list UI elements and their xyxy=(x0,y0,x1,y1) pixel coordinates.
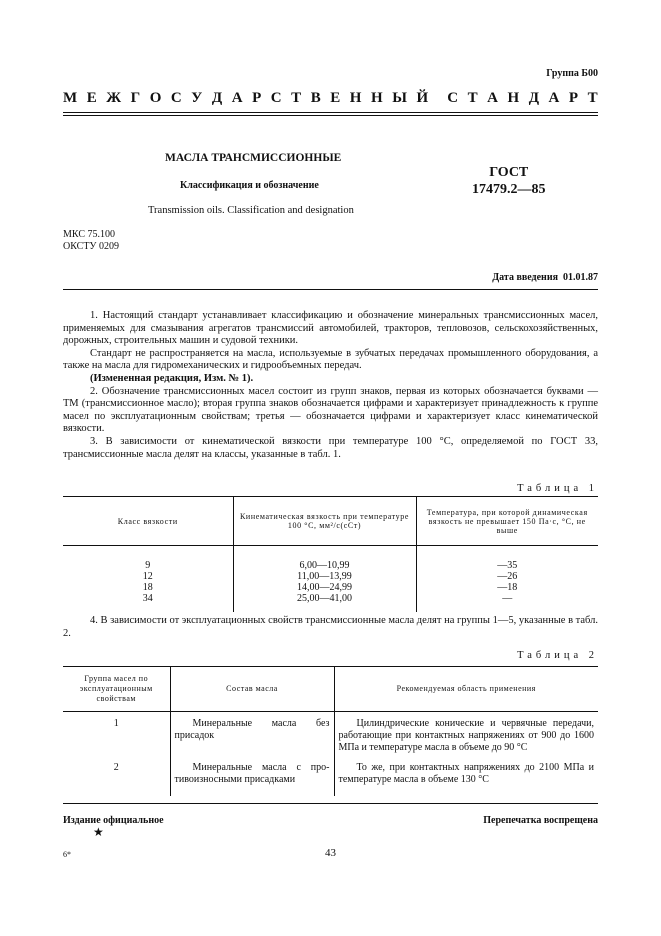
table-cell: 12 xyxy=(142,570,153,582)
page-number: 43 xyxy=(325,847,336,859)
performance-group-table xyxy=(63,666,598,796)
banner-letter: Т xyxy=(467,90,478,106)
spacer-cell xyxy=(170,786,334,796)
banner-letter: Н xyxy=(349,90,362,106)
banner-letter: Д xyxy=(211,90,223,106)
effective-date-label: Дата введения xyxy=(492,272,558,283)
header-double-rule xyxy=(63,112,598,116)
body-text xyxy=(63,310,598,461)
mks-code: МКС 75.100 xyxy=(63,229,115,240)
paragraph-3: 2. Обозначение трансмиссионных масел состоит из групп знаков, первая из которых обозначается буквами — ТМ (трансмиссионное масло); вторая группа знаков обозначается цифрами и характеризует принадлежность к группе масел по эксплуатационным свойствам; третья — обозначается цифрами и характеризует класс кинематической вязкости. xyxy=(63,385,598,435)
paragraph-4: 3. В зависимости от кинематической вязкости при температуре 100 °С, определяемой по ГОСТ 33, трансмиссионные масла делят на классы, указанные в табл. 1. xyxy=(63,435,598,460)
banner-letter: У xyxy=(191,90,203,106)
spacer-cell xyxy=(233,604,416,612)
viscosity-class-table xyxy=(63,496,598,612)
table-cell: 11,00—13,99 xyxy=(233,571,416,582)
table-cell: —18 xyxy=(416,582,598,593)
banner-letter: Р xyxy=(252,90,262,106)
banner-letter: Ы xyxy=(392,90,407,106)
table-cell: 34 xyxy=(142,592,153,604)
paragraph-5: 4. В зависимости от эксплуатационных свойств трансмиссионные масла делят на группы 1—5, указанные в табл. 2. xyxy=(63,615,598,639)
banner-letter: Н xyxy=(507,90,520,106)
banner-letter: А xyxy=(487,90,498,106)
gost-number xyxy=(472,164,546,198)
table-cell: —35 xyxy=(416,560,598,571)
classification-codes xyxy=(63,229,119,253)
banner-letter: Ж xyxy=(106,90,122,106)
spacer-cell xyxy=(63,604,233,612)
banner-letter: Н xyxy=(370,90,383,106)
table1-caption: Таблица 1 xyxy=(517,483,598,494)
banner-letter: Е xyxy=(330,90,341,106)
table-cell: 9 xyxy=(145,559,151,571)
document-title: МАСЛА ТРАНСМИССИОННЫЕ xyxy=(165,152,342,164)
gost-label: ГОСТ xyxy=(489,165,529,180)
effective-date-value: 01.01.87 xyxy=(563,272,598,283)
table-cell: 6,00—10,99 xyxy=(233,560,416,571)
table-cell: Минеральные масла без присадок xyxy=(170,718,334,762)
table2-caption: Таблица 2 xyxy=(517,650,598,661)
table-cell: 2 xyxy=(113,761,119,773)
table-cell: То же, при контактных напряжениях до 2100 МПа и температуре масла в объеме 130 °С xyxy=(334,762,598,786)
table-cell: Минеральные масла с противоизносными присадками xyxy=(170,762,334,786)
banner-letter: Е xyxy=(86,90,97,106)
column-header: Группа масел по эксплуатационным свойствам xyxy=(63,667,170,712)
banner-letter: Т xyxy=(587,90,598,106)
table-row xyxy=(63,718,598,762)
banner-letter: Д xyxy=(528,90,540,106)
banner-letter: Т xyxy=(291,90,302,106)
banner-letter: В xyxy=(310,90,321,106)
gost-code: 17479.2—85 xyxy=(472,182,546,197)
spacer-cell xyxy=(63,786,170,796)
table-cell: — xyxy=(416,593,598,604)
banner-letter: Р xyxy=(568,90,579,106)
banner-letter: Й xyxy=(416,90,429,106)
table-row xyxy=(63,582,598,593)
column-header: Температура, при которой динамическая вязкость не превышает 150 Па·с, °С, не выше xyxy=(416,497,598,546)
table-row xyxy=(63,571,598,582)
date-rule xyxy=(63,289,598,290)
table-cell: 14,00—24,99 xyxy=(233,582,416,593)
banner-letter: М xyxy=(63,90,78,106)
spacer-cell xyxy=(416,546,598,560)
reprint-prohibited-label: Перепечатка воспрещена xyxy=(483,815,598,826)
banner-letter: А xyxy=(231,90,243,106)
banner-letter: О xyxy=(149,90,162,106)
spacer-cell xyxy=(334,786,598,796)
table-cell: 1 xyxy=(113,717,119,729)
table-header-row xyxy=(63,667,598,712)
effective-date xyxy=(492,272,598,283)
table-cell: —26 xyxy=(416,571,598,582)
column-header: Рекомендуемая область применения xyxy=(334,667,598,712)
okstu-code: ОКСТУ 0209 xyxy=(63,241,120,252)
paragraph-1: 1. Настоящий стандарт устанавливает классификацию и обозначение минеральных трансмиссионных масел, применяемых для смазывания агрегатов трансмиссий автомобилей, тракторов, тепловозов, сельскохозяйственных, дорожных, строительных машин и судовой техники. xyxy=(63,310,598,347)
spacer-cell xyxy=(416,604,598,612)
standard-banner xyxy=(63,90,598,107)
footer-rule xyxy=(63,803,598,804)
amendment-note: (Измененная редакция, Изм. № 1). xyxy=(90,372,254,384)
column-header: Класс вязкости xyxy=(63,497,233,546)
banner-letter: С xyxy=(270,90,282,106)
spacer-cell xyxy=(63,546,233,560)
column-header: Кинематическая вязкость при температуре 100 °С, мм²/с(сСт) xyxy=(233,497,416,546)
column-header: Состав масла xyxy=(170,667,334,712)
spacer-cell xyxy=(233,546,416,560)
table-header-row xyxy=(63,497,598,546)
table-row xyxy=(63,762,598,786)
table-row xyxy=(63,593,598,604)
paragraph-2: Стандарт не распространяется на масла, используемые в зубчатых передачах промышленного оборудования, а также на масла для гидромеханических и гидрообъемных передач. xyxy=(63,347,598,372)
group-code: Группа Б00 xyxy=(546,68,598,79)
banner-letter: С xyxy=(170,90,182,106)
sheet-mark: 6* xyxy=(63,850,71,859)
table-cell: 25,00—41,00 xyxy=(233,593,416,604)
table-cell: 18 xyxy=(142,581,153,593)
banner-letter: С xyxy=(447,90,459,106)
document-subtitle: Классификация и обозначение xyxy=(180,180,319,191)
english-title: Transmission oils. Classification and designation xyxy=(148,205,354,216)
official-edition-label: Издание официальное xyxy=(63,815,164,826)
banner-letter: А xyxy=(548,90,560,106)
body-text-2 xyxy=(63,615,598,640)
table-row xyxy=(63,560,598,571)
star-icon: ★ xyxy=(93,825,104,839)
table-cell: Цилиндрические конические и червячные передачи, работающие при контактных напряжениях от 900 до 1600 МПа и температуре масла в объеме до 90 °С xyxy=(334,718,598,762)
banner-letter: Г xyxy=(130,90,141,106)
